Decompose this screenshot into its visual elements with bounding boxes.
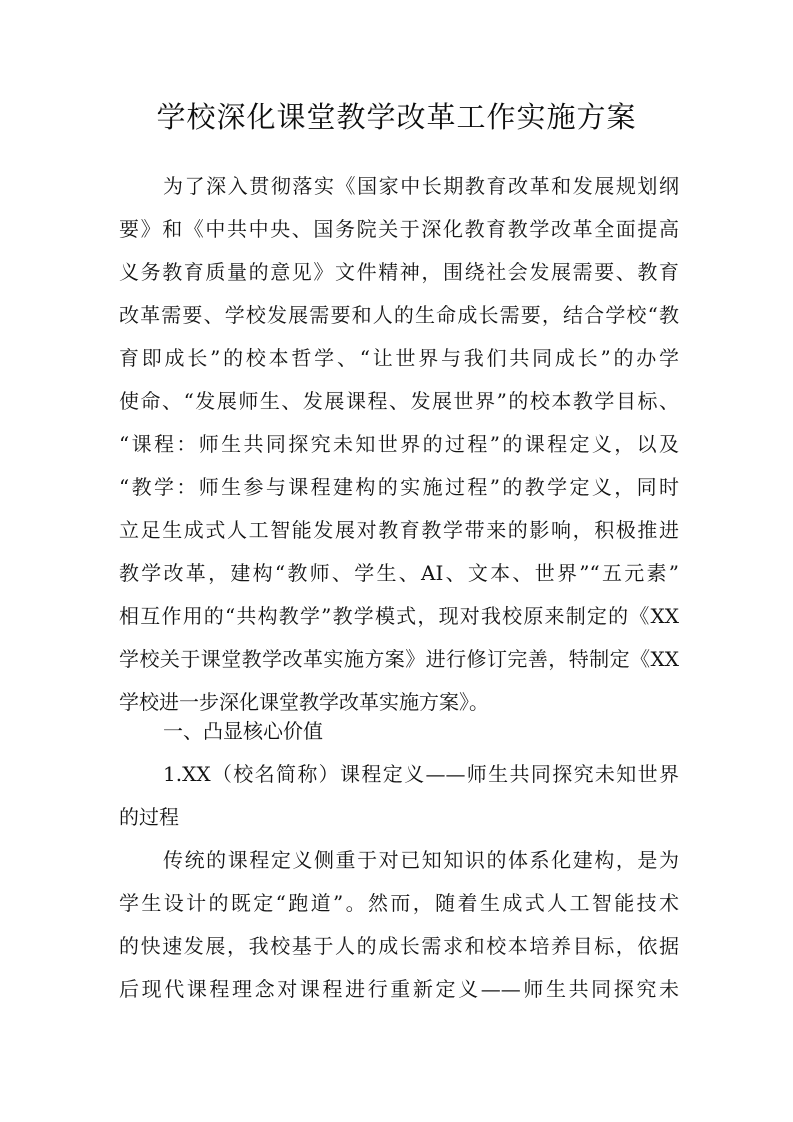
paragraph-line: 要》和《中共中央、国务院关于深化教育教学改革全面提高 bbox=[119, 217, 679, 241]
paragraph-line: 后现代课程理念对课程进行重新定义——师生共同探究未 bbox=[119, 977, 679, 1001]
paragraph-line: “教学：师生参与课程建构的实施过程”的教学定义，同时 bbox=[119, 475, 679, 499]
paragraph-line: 使命、“发展师生、发展课程、发展世界”的校本教学目标、 bbox=[119, 389, 679, 413]
paragraph-line: 的快速发展，我校基于人的成长需求和校本培养目标，依据 bbox=[119, 934, 679, 958]
paragraph-line: 为了深入贯彻落实《国家中长期教育改革和发展规划纲 bbox=[163, 174, 679, 198]
paragraph-line: 立足生成式人工智能发展对教育教学带来的影响，积极推进 bbox=[119, 518, 679, 542]
section-heading: 一、凸显核心价值 bbox=[163, 719, 323, 743]
paragraph-line: 传统的课程定义侧重于对已知知识的体系化建构，是为 bbox=[163, 848, 679, 872]
paragraph-line: 学生设计的既定“跑道”。然而，随着生成式人工智能技术 bbox=[119, 891, 679, 915]
paragraph-line: 学校进一步深化课堂教学改革实施方案》。 bbox=[119, 690, 489, 714]
paragraph-line: 学校关于课堂教学改革实施方案》进行修订完善，特制定《XX bbox=[119, 647, 679, 671]
paragraph-line: 义务教育质量的意见》文件精神，围绕社会发展需要、教育 bbox=[119, 260, 679, 284]
paragraph-line: “课程：师生共同探究未知世界的过程”的课程定义，以及 bbox=[119, 432, 679, 456]
subsection-heading-line: 1.XX（校名简称）课程定义——师生共同探究未知世界 bbox=[163, 762, 679, 786]
document-title: 学校深化课堂教学改革工作实施方案 bbox=[156, 100, 637, 134]
subsection-heading-line: 的过程 bbox=[119, 805, 179, 829]
paragraph-line: 育即成长”的校本哲学、“让世界与我们共同成长”的办学 bbox=[119, 346, 679, 370]
paragraph-line: 相互作用的“共构教学”教学模式，现对我校原来制定的《XX bbox=[119, 604, 679, 628]
paragraph-line: 教学改革，建构“教师、学生、AI、文本、世界”“五元素” bbox=[119, 561, 679, 585]
paragraph-line: 改革需要、学校发展需要和人的生命成长需要，结合学校“教 bbox=[119, 303, 679, 327]
